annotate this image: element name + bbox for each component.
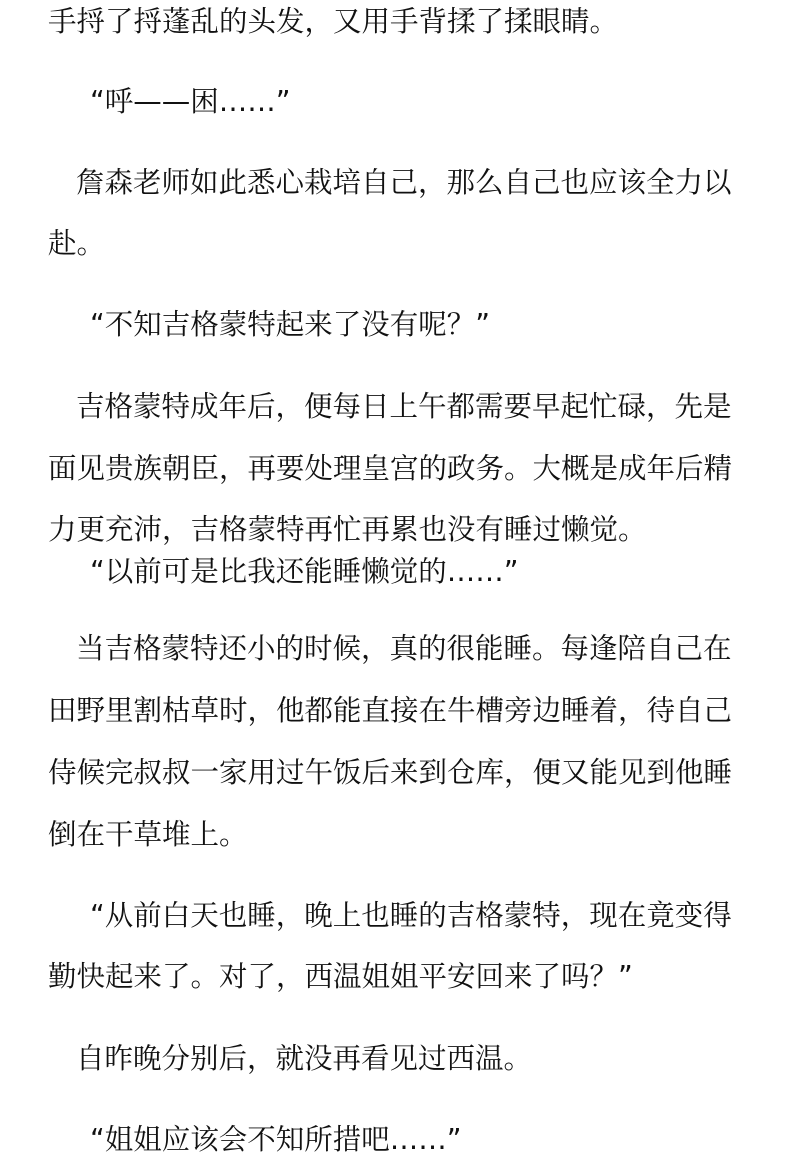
text-line-5: “不知吉格蒙特起来了没有呢？” <box>90 308 491 341</box>
text-line-7: 面见贵族朝臣，再要处理皇宫的政务。大概是成年后精 <box>48 452 733 485</box>
text-line-3: 詹森老师如此悉心栽培自己，那么自己也应该全力以 <box>76 166 732 199</box>
text-line-4: 赴。 <box>48 227 106 260</box>
text-line-2: “呼——困……” <box>90 85 291 118</box>
text-line-13: 倒在干草堆上。 <box>48 818 248 851</box>
text-line-9: “以前可是比我还能睡懒觉的……” <box>90 555 519 588</box>
text-line-15: 勤快起来了。对了，西温姐姐平安回来了吗？” <box>48 960 633 993</box>
text-line-6: 吉格蒙特成年后，便每日上午都需要早起忙碌，先是 <box>76 390 732 423</box>
text-line-12: 侍候完叔叔一家用过午饭后来到仓库，便又能见到他睡 <box>48 756 733 789</box>
text-line-16: 自昨晚分别后，就没再看见过西温。 <box>76 1042 533 1075</box>
text-line-14: “从前白天也睡，晚上也睡的吉格蒙特，现在竟变得 <box>90 899 732 932</box>
text-line-10: 当吉格蒙特还小的时候，真的很能睡。每逢陪自己在 <box>76 632 732 665</box>
text-line-8: 力更充沛，吉格蒙特再忙再累也没有睡过懒觉。 <box>48 513 647 546</box>
text-line-11: 田野里割枯草时，他都能直接在牛槽旁边睡着，待自己 <box>48 694 733 727</box>
text-line-1: 手捋了捋蓬乱的头发，又用手背揉了揉眼睛。 <box>48 5 619 38</box>
text-line-17: “姐姐应该会不知所措吧……” <box>90 1123 462 1156</box>
